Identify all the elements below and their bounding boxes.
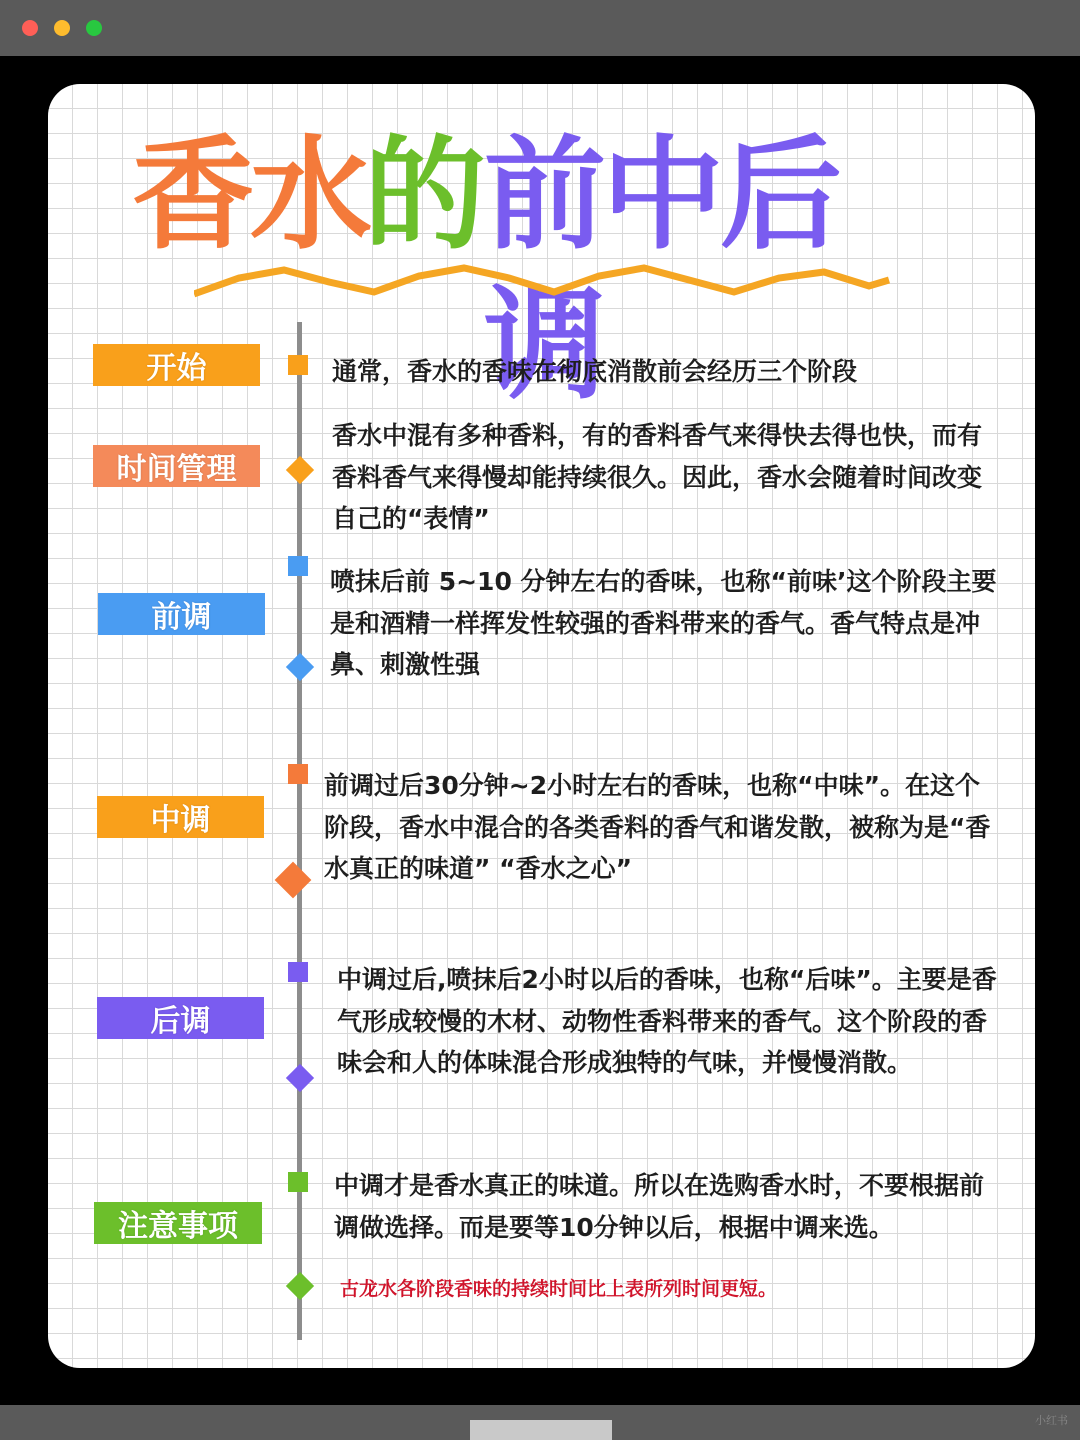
label-start: 开始	[93, 344, 260, 386]
title-underline-zigzag	[194, 262, 894, 302]
section-text-time-management: 香水中混有多种香料，有的香料香气来得快去得也快，而有香料香气来得慢却能持续很久。因此，香水会随着时间改变自己的“表情”	[332, 421, 983, 533]
section-text-top-notes: 喷抹后前 5~10 分钟左右的香味，也称“前味’这个阶段主要是和酒精一样挥发性较强的香料带来的香气。香气特点是冲鼻、刺激性强	[330, 567, 997, 679]
timeline-diamond-marker	[286, 653, 314, 681]
infographic-card	[48, 84, 1035, 1368]
close-window-button[interactable]	[22, 20, 38, 36]
minimize-window-button[interactable]	[54, 20, 70, 36]
title-part-perfume: 香水	[132, 124, 368, 266]
timeline-square-marker	[288, 764, 308, 784]
timeline-diamond-marker	[286, 1064, 314, 1092]
timeline-diamond-marker	[275, 862, 312, 899]
label-notes: 注意事项	[94, 1202, 262, 1244]
label-middle-notes: 中调	[97, 796, 264, 838]
timeline-diamond-marker	[286, 456, 314, 484]
section-text-middle-notes: 前调过后30分钟~2小时左右的香味，也称“中味”。在这个阶段，香水中混合的各类香料的香气和谐发散，被称为是“香水真正的味道” “香水之心”	[324, 771, 991, 883]
maximize-window-button[interactable]	[86, 20, 102, 36]
timeline-square-marker	[288, 556, 308, 576]
scrollbar-thumb[interactable]	[470, 1420, 612, 1440]
footnote-cologne: 古龙水各阶段香味的持续时间比上表所列时间更短。	[340, 1278, 778, 1300]
section-text-start: 通常，香水的香味在彻底消散前会经历三个阶段	[332, 357, 858, 386]
label-top-notes: 前调	[98, 593, 265, 635]
label-base-notes: 后调	[97, 997, 264, 1039]
timeline-square-marker	[288, 962, 308, 982]
label-time-management: 时间管理	[93, 445, 260, 487]
timeline-square-marker	[288, 355, 308, 375]
title-part-of: 的	[364, 124, 482, 266]
watermark: 小红书	[1035, 1414, 1068, 1427]
timeline-diamond-marker	[286, 1272, 314, 1300]
window-titlebar	[0, 0, 1080, 56]
title-part-notes: 前中后调	[484, 124, 838, 416]
section-text-base-notes: 中调过后,喷抹后2小时以后的香味，也称“后味”。主要是香气形成较慢的木材、动物性香料带来的香气。这个阶段的香味会和人的体味混合形成独特的气味，并慢慢消散。	[337, 965, 997, 1077]
section-text-notes: 中调才是香水真正的味道。所以在选购香水时，不要根据前调做选择。而是要等10分钟以后，根据中调来选。	[334, 1171, 985, 1242]
timeline-square-marker	[288, 1172, 308, 1192]
